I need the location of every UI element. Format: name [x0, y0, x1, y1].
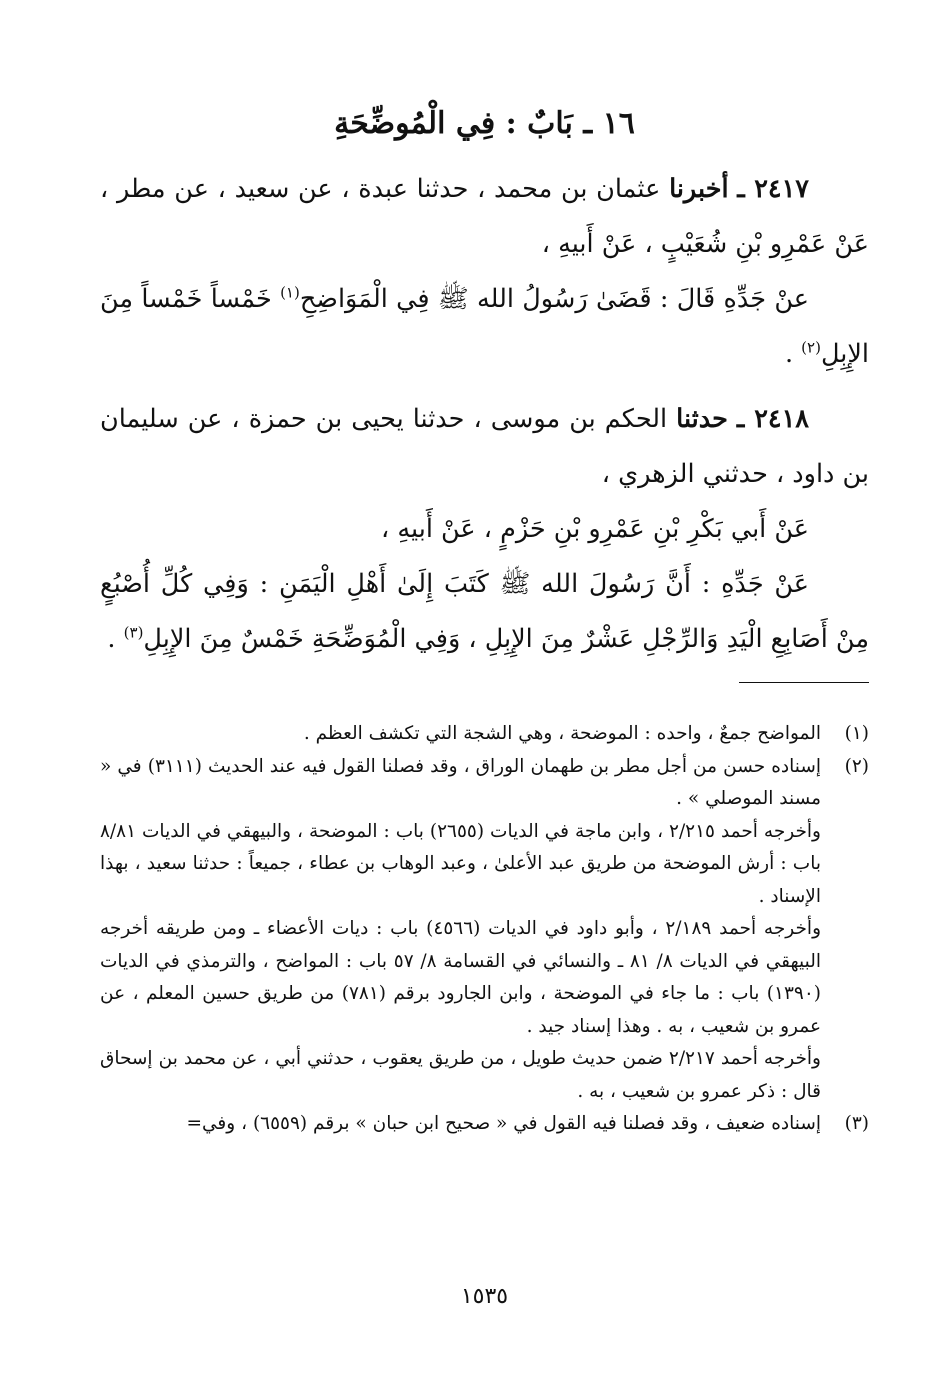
- footnote-paragraph: وأخرجه أحمد ٢/٢١٧ ضمن حديث طويل ، من طريق يعقوب ، حدثني أبي ، عن محمد بن إسحاق قال : ذكر عمرو بن شعيب ، به .: [100, 1048, 821, 1102]
- footnote-number: (٣): [844, 1113, 869, 1134]
- footnote-ref-2[interactable]: (٢): [801, 338, 821, 357]
- isnad-text: عثمان بن محمد ، حدثنا عبدة ، عن سعيد ، عن مطر ، عَنْ عَمْرِو بْنِ شُعَيْبٍ ، عَنْ أَبيهِ ،: [100, 174, 869, 259]
- footnote-paragraph: وأخرجه أحمد ٢/١٨٩ ، وأبو داود في الديات (٤٥٦٦) باب : ديات الأعضاء ـ ومن طريقه أخرجه البيهقي في الديات ٨/ ٨١ ـ والنسائي في القسامة ٨/ ٥٧ باب : المواضح ، والترمذي في الديات (١٣٩٠) باب : ما جاء في الموضحة ، وابن الجارود برقم (٧٨١) من طريق حسين المعلم ، عن عمرو بن شعيب ، به . وهذا إسناد جيد .: [100, 918, 821, 1037]
- footnote-paragraph: وأخرجه أحمد ٢/٢١٥ ، وابن ماجة في الديات (٢٦٥٥) باب : الموضحة ، والبيهقي في الديات ٨/٨١ باب : أرش الموضحة من طريق عبد الأعلىٰ ، وعبد الوهاب بن عطاء ، جميعاً : حدثنا سعيد ، بهذا الإسناد .: [100, 820, 821, 907]
- footnote-ref-3[interactable]: (٣): [123, 623, 144, 642]
- footnote-3: [100, 1108, 869, 1141]
- narration-verb: حدثنا: [676, 404, 728, 434]
- footnote-body: [100, 718, 821, 751]
- book-page: [100, 0, 869, 1373]
- matn-end: .: [784, 339, 802, 369]
- footnote-paragraph: إسناده حسن من أجل مطر بن طهمان الوراق ، وقد فصلنا القول فيه عند الحديث (٣١١١) في « مسند الموصلي » .: [100, 755, 821, 809]
- narration-verb: أخبرنا: [669, 174, 729, 204]
- matn-text: عَنْ جَدِّهِ : أَنَّ رَسُولَ الله ﷺ كَتَبَ إِلَىٰ أَهْلِ الْيَمَنِ : وَفِي كُلِّ أُصْبُعٍ مِنْ أَصَابِعِ الْيَدِ وَالرِّجْلِ عَشْرٌ مِنَ الإِبِلِ ، وَفِي الْمُوَضِّحَةِ خَمْسٌ مِنَ الإِبِلِ: [100, 569, 869, 654]
- main-text: [100, 162, 869, 667]
- matn-text: عنْ جَدِّهِ قَالَ : قَضَىٰ رَسُولُ الله ﷺ فِي الْمَوَاضِحِ: [299, 284, 809, 314]
- hadith-2418-matn: [100, 557, 869, 667]
- hadith-2417-isnad: [100, 162, 869, 272]
- hadith-2418-isnad: [100, 392, 869, 502]
- hadith-number: ٢٤١٨ ـ: [736, 404, 809, 434]
- footnote-body: [100, 1108, 821, 1141]
- footnote-body: [100, 751, 821, 1109]
- footnote-divider: [739, 682, 869, 683]
- chapter-title: ١٦ ـ بَابٌ : فِي الْمُوضِّحَةِ: [334, 106, 635, 141]
- isnad-text: الحكم بن موسى ، حدثنا يحيى بن حمزة ، عن سليمان بن داود ، حدثني الزهري ،: [100, 404, 869, 489]
- footnote-paragraph: إسناده ضعيف ، وقد فصلنا فيه القول في « صحيح ابن حبان » برقم (٦٥٥٩) ، وفي=: [186, 1113, 821, 1134]
- footnote-number: (١): [844, 723, 869, 744]
- spacer: [100, 382, 869, 392]
- hadith-2418-isnad-cont: عَنْ أَبي بَكْرِ بْنِ عَمْرِو بْنِ حَزْمٍ ، عَنْ أَبيهِ ،: [381, 514, 809, 544]
- footnote-paragraph: المواضح جمعٌ ، واحده : الموضحة ، وهي الشجة التي تكشف العظم .: [303, 723, 821, 744]
- hadith-number: ٢٤١٧ ـ: [737, 174, 810, 204]
- matn-text-cont: خَمْساً خَمْساً مِنَ الإِبِلِ: [100, 284, 869, 369]
- matn-end: .: [107, 624, 124, 654]
- page-number: ١٥٣٥: [460, 1284, 509, 1309]
- footnote-2: [100, 751, 869, 1109]
- footnotes: [100, 718, 869, 1141]
- footnote-1: [100, 718, 869, 751]
- footnote-number: (٢): [844, 755, 869, 777]
- hadith-2417-matn: [100, 272, 869, 382]
- footnote-ref-1[interactable]: (١): [280, 283, 300, 302]
